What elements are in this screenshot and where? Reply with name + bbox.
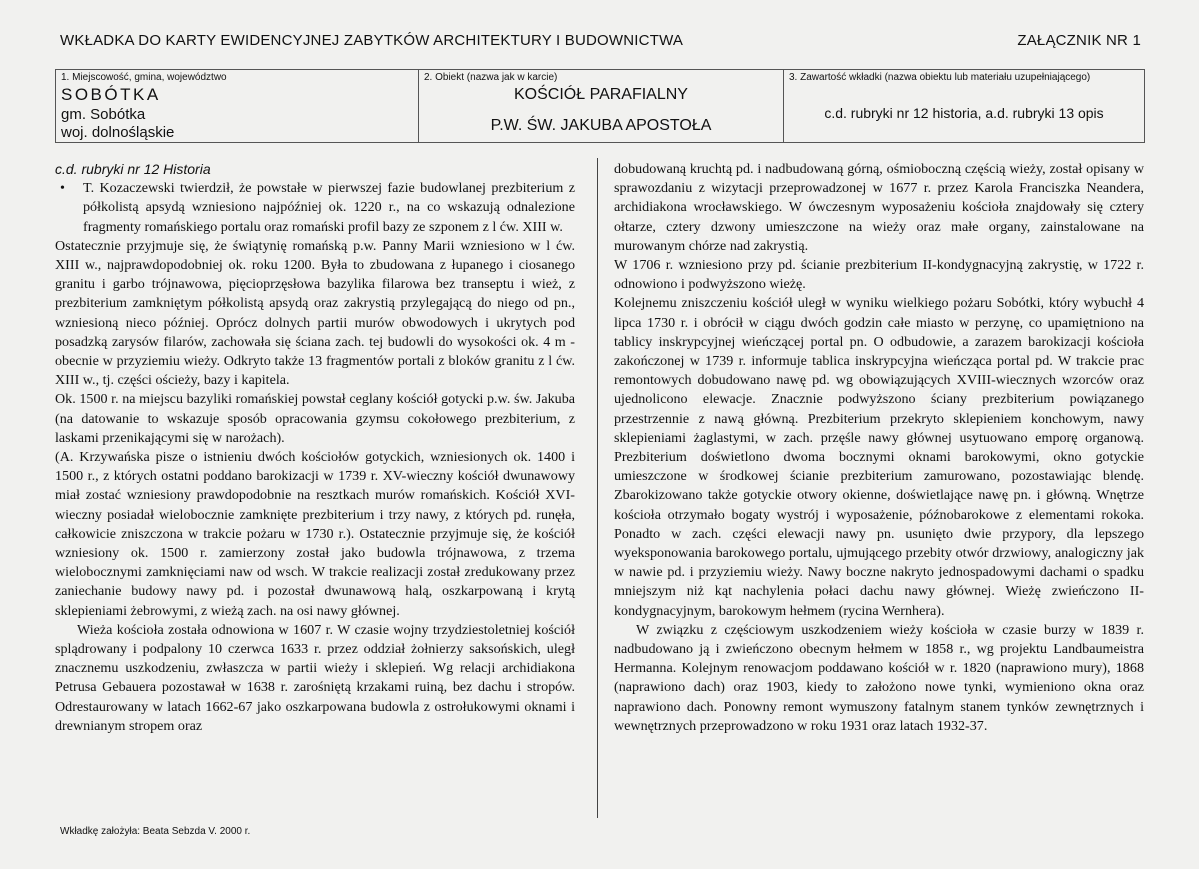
contents-value: c.d. rubryki nr 12 historia, a.d. rubryki 13 opis <box>824 105 1104 121</box>
field-object <box>419 70 784 142</box>
paragraph: • T. Kozaczewski twierdził, że powstałe w pierwszej fazie budowlanej prezbiterium z półkolistą apsydą wzniesiono najpóźniej ok. 1220 r., na co wskazują odnalezione fragmenty romańskiego portalu oraz romański profil bazy ze szponem z l ćw. XIII w. <box>55 179 575 237</box>
paragraph: Kolejnemu zniszczeniu kościół uległ w wyniku wielkiego pożaru Sobótki, który wybuchł 4 lipca 1730 r. i obrócił w ciągu dwóch godzin całe miasto w perzynę, co upamiętniono na tablicy inskrypcyjnej wieńczącej portal pn. O odbudowie, a zarazem barokizacji kościoła zakończonej w 1739 r. informuje tablica inskrypcyjna wieńcząca portal pd. W trakcie prac remontowych dobudowano nawę pd. wg obowiązujących XVIII-wiecznych wzorców oraz ujednolicono elewacje. Znacznie podwyższono ściany prezbiterium powiązanego przestrzennie z nawą główną. Prezbiterium przekryto sklepieniem konchowym, nawy sklepieniami żaglastymi, w zach. przęśle nawy głównej usytuowano emporę organową. Prezbiterium doświetlono dwoma bocznymi oknami barokowymi, okno gotyckie umieszczone w środkowej ścianie prezbiterium zamurowano, pozostawiając blendę. Zbarokizowano także gotyckie otwory okienne, doświetlające nawę pn. i główną. Wnętrze kościoła otrzymało bogaty wystrój i wyposażenie, późnobarokowe z elementami rokoka. Ponadto w zach. części elewacji nawy pn. usunięto dwie przypory, dla lepszego wyeksponowania barokowego portalu, ujmującego przebity otwór drzwiowy, analogiczny jak w nawie pd. i przyziemiu wieży. Nawy boczne nakryto jednospadowymi dachami o spadku mniejszym niż kąt nachylenia połaci dachu nawy głównej. Wieżę zwieńczono II-kondygnacyjnym, barokowym hełmem (rycina Wernhera). <box>614 295 1144 619</box>
footer-author: Wkładkę założyła: Beata Sebzda V. 2000 r. <box>60 826 251 837</box>
place-name: SOBÓTKA <box>61 85 161 104</box>
right-column <box>614 160 1144 736</box>
field-location-label: 1. Miejscowość, gmina, województwo <box>61 72 227 83</box>
paragraph: (A. Krzywańska pisze o istnieniu dwóch kościołów gotyckich, wzniesionych ok. 1400 i 1500 r., z których ostatni poddano barokizacji w 1739 r. XV-wieczny kościół dwunawowy miał zostać wzniesiony prawdopodobnie na resztkach murów romańskich. Kościół XVI-wieczny posiadał wielobocznie zamknięte prezbiterium i trzy nawy, z których pd. runęła, całkowicie zniszczona w trakcie pożaru w 1730 r.). Ostatecznie przyjmuje się, że kościół wzniesiony ok. 1500 r. zamierzony został jako budowla trójnawowa, z trzema wielobocznymi zamknięciami naw od wsch. W trakcie realizacji został zredukowany przez zaniechanie budowy nawy pd. i pozostał dwunawową halą, oszkarpowaną i krytą sklepieniami żebrowymi, z wieżą zach. na osi nawy głównej. <box>55 449 575 619</box>
object-name-line2: P.W. ŚW. JAKUBA APOSTOŁA <box>490 117 712 134</box>
paragraph: dobudowaną kruchtą pd. i nadbudowaną górną, ośmioboczną częścią wieży, został opisany w sprawozdaniu z wizytacji przeprowadzonej w 1677 r. przez Karola Franciszka Neandera, archidiakona wrocławskiego. W ówczesnym wyposażeniu kościoła znajdowały się cztery ołtarze, cztery dzwony umieszczone na wieży oraz małe organy, zainstalowane na murowanym chórze nad zakrystią. <box>614 161 1144 254</box>
paragraph: Ostatecznie przyjmuje się, że świątynię romańską p.w. Panny Marii wzniesiono w l ćw. XIII w., najprawdopodobniej ok. roku 1200. Była to zbudowana z łupanego i ciosanego granitu i garbo trójnawowa, pięcioprzęsłowa bazylika filarowa bez transeptu i wież, z prezbiterium zamkniętym półkolistą apsydą oraz zakrystią przylegającą do niego od pn., wzniesioną nieco później. Oprócz dolnych partii murów obwodowych i ukrytych pod posadzką zarysów filarów, zachowała się ściana zach. tej budowli do wysokości ok. 4 m - obecnie w przyziemiu wieży. Odkryto także 13 fragmentów portali z bloków granitu z l ćw. XIII w., tj. części ościeży, bazy i kapitela. <box>55 237 575 389</box>
gmina-name: gm. Sobótka <box>61 106 146 123</box>
annex-label: ZAŁĄCZNIK NR 1 <box>1017 32 1141 49</box>
voivodeship-name: woj. dolnośląskie <box>61 124 175 141</box>
section-heading: c.d. rubryki nr 12 Historia <box>55 161 211 177</box>
field-location <box>56 70 419 142</box>
field-contents <box>784 70 1144 142</box>
column-divider <box>597 158 598 818</box>
header-fields <box>55 69 1145 143</box>
paragraph: Ok. 1500 r. na miejscu bazyliki romańskiej powstał ceglany kościół gotycki p.w. św. Jakuba (na datowanie to wskazuje sposób opracowania gzymsu cokołowego prezbiterium, z laskami przenikającymi się w narożach). <box>55 391 575 446</box>
paragraph: W 1706 r. wzniesiono przy pd. ścianie prezbiterium II-kondygnacyjną zakrystię, w 1722 r. odnowiono i podwyższono wieżę. <box>614 257 1144 293</box>
paragraph: W związku z częściowym uszkodzeniem wieży kościoła w czasie burzy w 1839 r. nadbudowano ją i zwieńczono obecnym hełmem w 1858 r., wg projektu Landbaumeistra Hermanna. Kolejnym renowacjom poddawano kościół w r. 1820 (naprawiono mury), 1868 (naprawiono dach) oraz 1903, kiedy to założono nowe tynki, wymieniono okna oraz naprawiono dach. Ponowny remont wymuszony fatalnym stanem tynków zewnętrznych i wewnętrznych przeprowadzono w roku 1931 oraz latach 1932-37. <box>614 621 1144 734</box>
paragraph: Wieża kościoła została odnowiona w 1607 r. W czasie wojny trzydziestoletniej kościół splądrowany i podpalony 10 czerwca 1633 r. przez oddział żołnierzy saksońskich, uległ znacznemu uszkodzeniu, zwłaszcza w partii wieży i sklepień. Wg relacji archidiakona Petrusa Gebauera pozostawał w 1638 r. zarośniętą krzakami ruiną, bez dachu i stropów. Odrestaurowany w latach 1662-67 jako oszkarpowana budowla z ostrołukowymi oknami i drewnianym stropem oraz <box>55 621 575 734</box>
field-object-label: 2. Obiekt (nazwa jak w karcie) <box>424 72 558 83</box>
left-column <box>55 160 575 736</box>
object-name-line1: KOŚCIÓŁ PARAFIALNY <box>514 86 688 103</box>
document-title: WKŁADKA DO KARTY EWIDENCYJNEJ ZABYTKÓW ARCHITEKTURY I BUDOWNICTWA <box>60 32 684 49</box>
field-contents-label: 3. Zawartość wkładki (nazwa obiektu lub materiału uzupełniającego) <box>789 72 1091 83</box>
